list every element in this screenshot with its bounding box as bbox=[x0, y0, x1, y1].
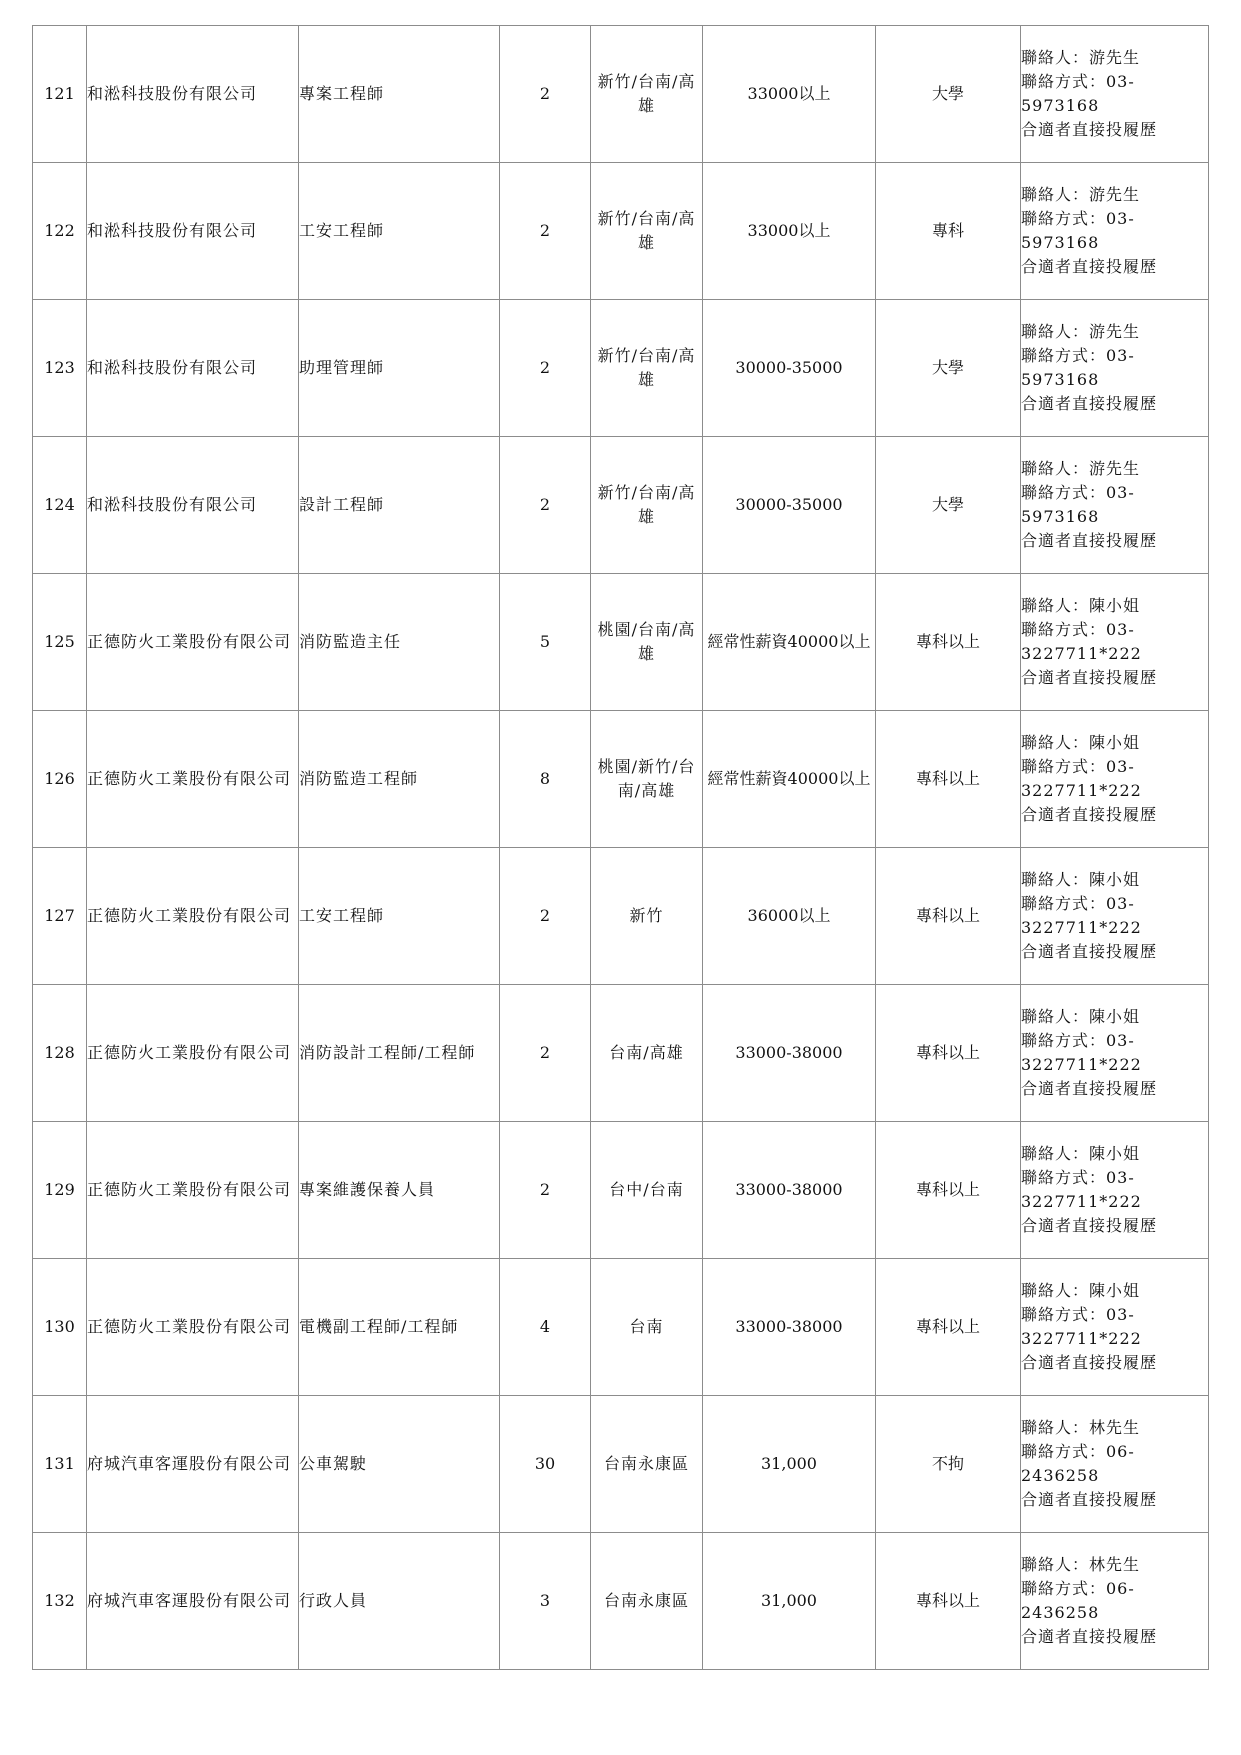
work-location: 桃園/台南/高雄 bbox=[591, 574, 703, 711]
contact-note: 合適者直接投履歷 bbox=[1021, 1216, 1158, 1235]
contact-note: 合適者直接投履歷 bbox=[1021, 1079, 1158, 1098]
salary: 31,000 bbox=[703, 1533, 876, 1670]
contact-phone-number: 3227711*222 bbox=[1021, 1329, 1142, 1348]
work-location: 新竹/台南/高雄 bbox=[591, 163, 703, 300]
contact-method-label: 聯絡方式：03- bbox=[1021, 1305, 1135, 1324]
contact-person: 聯絡人：游先生 bbox=[1021, 459, 1141, 478]
job-title: 工安工程師 bbox=[299, 163, 500, 300]
job-title: 消防設計工程師/工程師 bbox=[299, 985, 500, 1122]
contact-info bbox=[1021, 163, 1209, 300]
table-row bbox=[33, 1259, 1209, 1396]
salary: 31,000 bbox=[703, 1396, 876, 1533]
job-rows bbox=[33, 26, 1209, 1670]
job-title: 消防監造主任 bbox=[299, 574, 500, 711]
salary: 33000-38000 bbox=[703, 1259, 876, 1396]
table-row bbox=[33, 300, 1209, 437]
contact-phone-number: 3227711*222 bbox=[1021, 644, 1142, 663]
row-number: 124 bbox=[33, 437, 87, 574]
contact-method-label: 聯絡方式：03- bbox=[1021, 620, 1135, 639]
contact-phone-number: 2436258 bbox=[1021, 1603, 1100, 1622]
row-number: 130 bbox=[33, 1259, 87, 1396]
contact-phone-number: 3227711*222 bbox=[1021, 781, 1142, 800]
company-name: 正德防火工業股份有限公司 bbox=[87, 1259, 299, 1396]
headcount: 2 bbox=[500, 300, 591, 437]
headcount: 30 bbox=[500, 1396, 591, 1533]
company-name: 和淞科技股份有限公司 bbox=[87, 163, 299, 300]
headcount: 2 bbox=[500, 163, 591, 300]
table-row bbox=[33, 848, 1209, 985]
contact-phone-number: 3227711*222 bbox=[1021, 1055, 1142, 1074]
job-title: 電機副工程師/工程師 bbox=[299, 1259, 500, 1396]
contact-method-label: 聯絡方式：03- bbox=[1021, 209, 1135, 228]
contact-note: 合適者直接投履歷 bbox=[1021, 531, 1158, 550]
contact-method-label: 聯絡方式：06- bbox=[1021, 1442, 1135, 1461]
contact-note: 合適者直接投履歷 bbox=[1021, 1353, 1158, 1372]
headcount: 2 bbox=[500, 437, 591, 574]
salary: 33000-38000 bbox=[703, 985, 876, 1122]
contact-info bbox=[1021, 1533, 1209, 1670]
work-location: 台南 bbox=[591, 1259, 703, 1396]
education-requirement: 不拘 bbox=[876, 1396, 1021, 1533]
table-row bbox=[33, 574, 1209, 711]
contact-person: 聯絡人：陳小姐 bbox=[1021, 1007, 1141, 1026]
contact-note: 合適者直接投履歷 bbox=[1021, 394, 1158, 413]
work-location: 新竹/台南/高雄 bbox=[591, 300, 703, 437]
education-requirement: 專科 bbox=[876, 163, 1021, 300]
headcount: 8 bbox=[500, 711, 591, 848]
contact-person: 聯絡人：林先生 bbox=[1021, 1555, 1141, 1574]
company-name: 正德防火工業股份有限公司 bbox=[87, 1122, 299, 1259]
contact-method-label: 聯絡方式：03- bbox=[1021, 1031, 1135, 1050]
company-name: 正德防火工業股份有限公司 bbox=[87, 985, 299, 1122]
contact-person: 聯絡人：陳小姐 bbox=[1021, 1144, 1141, 1163]
education-requirement: 專科以上 bbox=[876, 574, 1021, 711]
contact-info bbox=[1021, 848, 1209, 985]
row-number: 125 bbox=[33, 574, 87, 711]
contact-phone-number: 3227711*222 bbox=[1021, 1192, 1142, 1211]
contact-method-label: 聯絡方式：03- bbox=[1021, 1168, 1135, 1187]
contact-phone-number: 5973168 bbox=[1021, 233, 1100, 252]
salary: 30000-35000 bbox=[703, 437, 876, 574]
work-location: 台南永康區 bbox=[591, 1396, 703, 1533]
job-title: 消防監造工程師 bbox=[299, 711, 500, 848]
contact-note: 合適者直接投履歷 bbox=[1021, 1627, 1158, 1646]
contact-person: 聯絡人：游先生 bbox=[1021, 185, 1141, 204]
education-requirement: 專科以上 bbox=[876, 711, 1021, 848]
company-name: 和淞科技股份有限公司 bbox=[87, 26, 299, 163]
education-requirement: 專科以上 bbox=[876, 1533, 1021, 1670]
contact-note: 合適者直接投履歷 bbox=[1021, 1490, 1158, 1509]
education-requirement: 專科以上 bbox=[876, 1259, 1021, 1396]
job-title: 行政人員 bbox=[299, 1533, 500, 1670]
work-location: 台南/高雄 bbox=[591, 985, 703, 1122]
row-number: 122 bbox=[33, 163, 87, 300]
contact-info bbox=[1021, 711, 1209, 848]
company-name: 正德防火工業股份有限公司 bbox=[87, 848, 299, 985]
row-number: 123 bbox=[33, 300, 87, 437]
job-listing-table bbox=[32, 25, 1209, 1670]
contact-person: 聯絡人：陳小姐 bbox=[1021, 733, 1141, 752]
job-title: 公車駕駛 bbox=[299, 1396, 500, 1533]
salary: 33000以上 bbox=[703, 163, 876, 300]
contact-method-label: 聯絡方式：03- bbox=[1021, 757, 1135, 776]
contact-method-label: 聯絡方式：06- bbox=[1021, 1579, 1135, 1598]
contact-info bbox=[1021, 1396, 1209, 1533]
contact-phone-number: 5973168 bbox=[1021, 96, 1100, 115]
job-title: 設計工程師 bbox=[299, 437, 500, 574]
education-requirement: 專科以上 bbox=[876, 848, 1021, 985]
company-name: 正德防火工業股份有限公司 bbox=[87, 711, 299, 848]
work-location: 新竹/台南/高雄 bbox=[591, 437, 703, 574]
education-requirement: 專科以上 bbox=[876, 1122, 1021, 1259]
contact-info bbox=[1021, 437, 1209, 574]
job-title: 工安工程師 bbox=[299, 848, 500, 985]
education-requirement: 專科以上 bbox=[876, 985, 1021, 1122]
job-title: 助理管理師 bbox=[299, 300, 500, 437]
table-row bbox=[33, 437, 1209, 574]
table-row bbox=[33, 163, 1209, 300]
education-requirement: 大學 bbox=[876, 437, 1021, 574]
headcount: 5 bbox=[500, 574, 591, 711]
contact-note: 合適者直接投履歷 bbox=[1021, 805, 1158, 824]
contact-phone-number: 5973168 bbox=[1021, 507, 1100, 526]
table-row bbox=[33, 1396, 1209, 1533]
row-number: 132 bbox=[33, 1533, 87, 1670]
job-title: 專案工程師 bbox=[299, 26, 500, 163]
row-number: 131 bbox=[33, 1396, 87, 1533]
contact-method-label: 聯絡方式：03- bbox=[1021, 894, 1135, 913]
contact-note: 合適者直接投履歷 bbox=[1021, 120, 1158, 139]
salary: 36000以上 bbox=[703, 848, 876, 985]
headcount: 4 bbox=[500, 1259, 591, 1396]
company-name: 正德防火工業股份有限公司 bbox=[87, 574, 299, 711]
contact-info bbox=[1021, 574, 1209, 711]
row-number: 121 bbox=[33, 26, 87, 163]
table-row bbox=[33, 26, 1209, 163]
work-location: 新竹 bbox=[591, 848, 703, 985]
contact-note: 合適者直接投履歷 bbox=[1021, 942, 1158, 961]
contact-person: 聯絡人：林先生 bbox=[1021, 1418, 1141, 1437]
headcount: 2 bbox=[500, 848, 591, 985]
work-location: 新竹/台南/高雄 bbox=[591, 26, 703, 163]
salary: 33000以上 bbox=[703, 26, 876, 163]
table-row bbox=[33, 1533, 1209, 1670]
company-name: 和淞科技股份有限公司 bbox=[87, 300, 299, 437]
headcount: 3 bbox=[500, 1533, 591, 1670]
contact-phone-number: 2436258 bbox=[1021, 1466, 1100, 1485]
row-number: 129 bbox=[33, 1122, 87, 1259]
contact-method-label: 聯絡方式：03- bbox=[1021, 346, 1135, 365]
row-number: 128 bbox=[33, 985, 87, 1122]
work-location: 台南永康區 bbox=[591, 1533, 703, 1670]
table-row bbox=[33, 1122, 1209, 1259]
headcount: 2 bbox=[500, 985, 591, 1122]
education-requirement: 大學 bbox=[876, 26, 1021, 163]
work-location: 桃園/新竹/台南/高雄 bbox=[591, 711, 703, 848]
salary: 經常性薪資40000以上 bbox=[703, 711, 876, 848]
contact-method-label: 聯絡方式：03- bbox=[1021, 72, 1135, 91]
contact-person: 聯絡人：游先生 bbox=[1021, 322, 1141, 341]
contact-phone-number: 3227711*222 bbox=[1021, 918, 1142, 937]
contact-info bbox=[1021, 26, 1209, 163]
company-name: 府城汽車客運股份有限公司 bbox=[87, 1533, 299, 1670]
table-row bbox=[33, 711, 1209, 848]
contact-note: 合適者直接投履歷 bbox=[1021, 257, 1158, 276]
contact-person: 聯絡人：陳小姐 bbox=[1021, 1281, 1141, 1300]
table-row bbox=[33, 985, 1209, 1122]
salary: 30000-35000 bbox=[703, 300, 876, 437]
education-requirement: 大學 bbox=[876, 300, 1021, 437]
salary: 33000-38000 bbox=[703, 1122, 876, 1259]
salary: 經常性薪資40000以上 bbox=[703, 574, 876, 711]
contact-info bbox=[1021, 1259, 1209, 1396]
contact-info bbox=[1021, 1122, 1209, 1259]
company-name: 府城汽車客運股份有限公司 bbox=[87, 1396, 299, 1533]
headcount: 2 bbox=[500, 26, 591, 163]
contact-info bbox=[1021, 985, 1209, 1122]
contact-note: 合適者直接投履歷 bbox=[1021, 668, 1158, 687]
contact-phone-number: 5973168 bbox=[1021, 370, 1100, 389]
contact-person: 聯絡人：陳小姐 bbox=[1021, 596, 1141, 615]
company-name: 和淞科技股份有限公司 bbox=[87, 437, 299, 574]
contact-method-label: 聯絡方式：03- bbox=[1021, 483, 1135, 502]
row-number: 127 bbox=[33, 848, 87, 985]
job-title: 專案維護保養人員 bbox=[299, 1122, 500, 1259]
headcount: 2 bbox=[500, 1122, 591, 1259]
work-location: 台中/台南 bbox=[591, 1122, 703, 1259]
contact-info bbox=[1021, 300, 1209, 437]
row-number: 126 bbox=[33, 711, 87, 848]
contact-person: 聯絡人：陳小姐 bbox=[1021, 870, 1141, 889]
contact-person: 聯絡人：游先生 bbox=[1021, 48, 1141, 67]
